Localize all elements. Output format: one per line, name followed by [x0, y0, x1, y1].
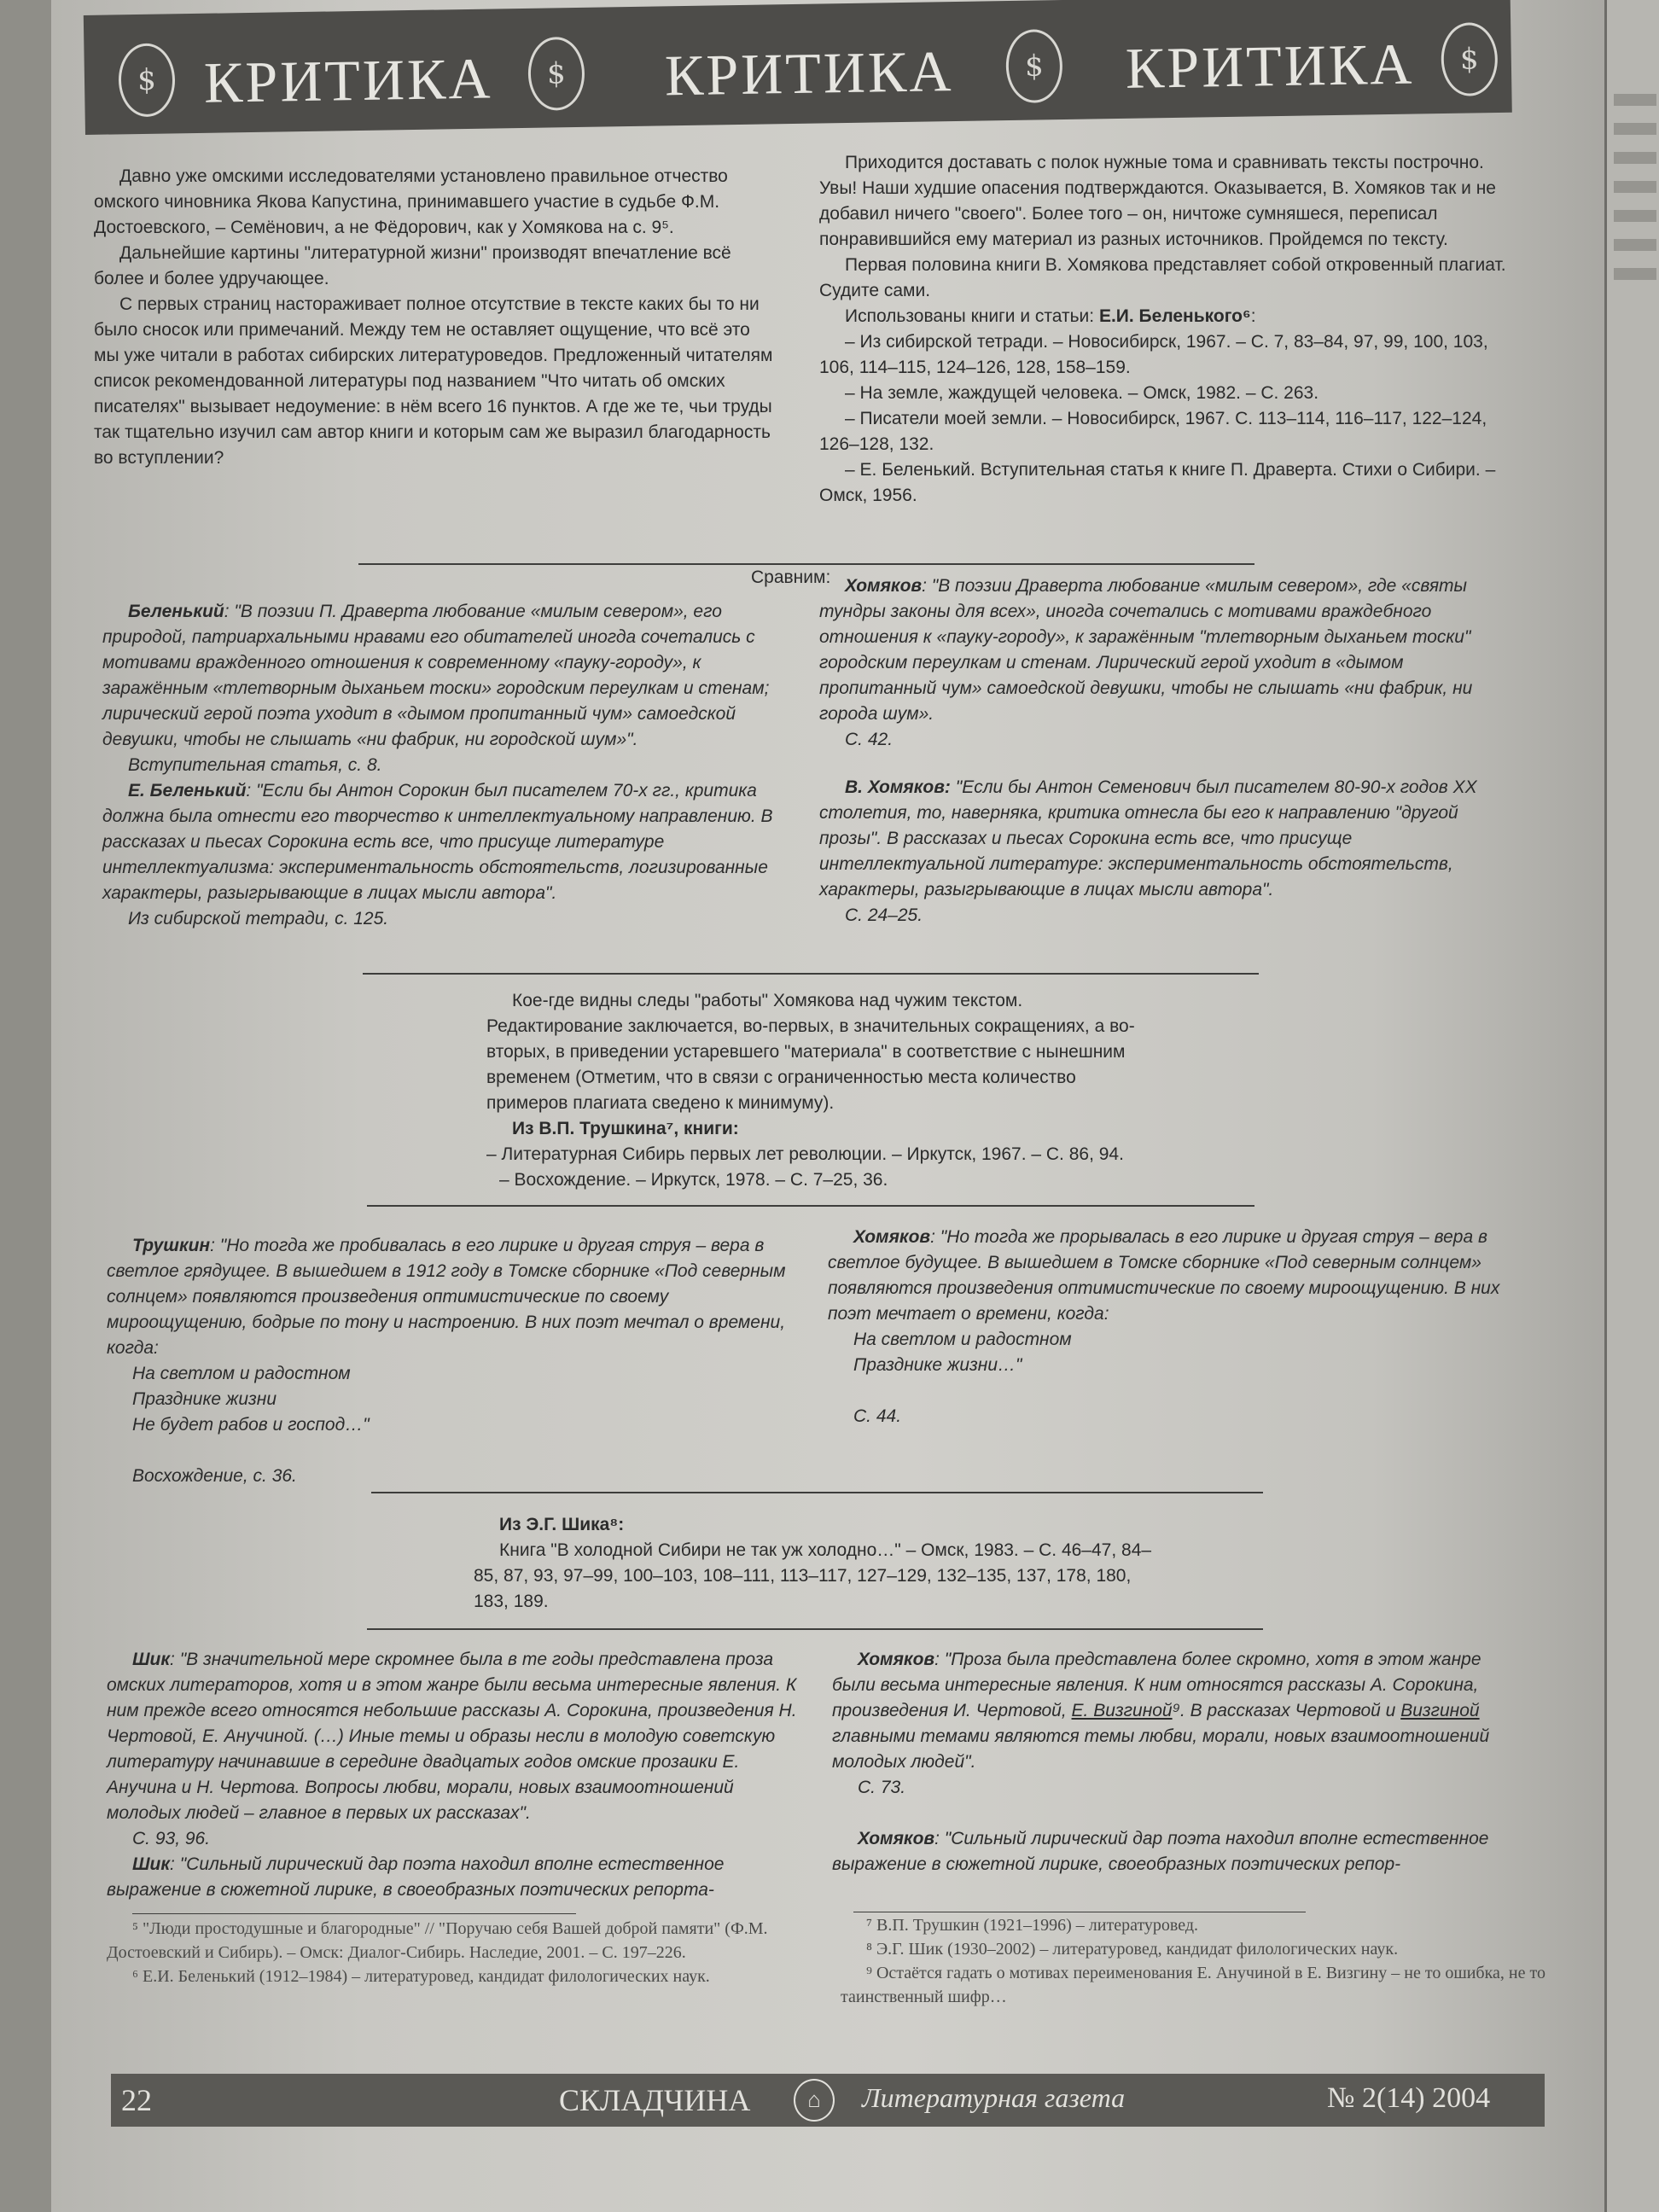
quote-text: : "Но тогда же прорывалась в его лирике и другая струя – вера в светлое будущее. В вышедшем в Томске сборнике «Под северным солнцем» появляются произведения оптимистические по своему мироощущению. В них поэт мечтает о времени, когда: — [828, 1227, 1500, 1324]
quote-text: "Если бы Антон Семенович был писателем 80-90-х годов XX столетия, то, наверняка, критика отнесла бы его к направлению "другой прозы". В рассказах и пьесах Сорокина есть все, что присуще интеллектуальной литературе: экспериментальность обстоятельств, характеры, разыгрывающие в лицах мысли автора". — [819, 777, 1477, 899]
footnote: ⁹ Остаётся гадать о мотивах переименования Е. Анучиной в Е. Визгину – не то ошибка, не то таинственный шифр… — [841, 1964, 1545, 2006]
header-title-2: КРИТИКА — [664, 38, 954, 108]
footnote: ⁷ В.П. Трушкин (1921–1996) – литературовед. — [866, 1916, 1199, 1935]
paragraph: Приходится доставать с полок нужные тома и сравнивать тексты построчно. Увы! Наши худшие опасения подтверждаются. Оказывается, В. Хомяков так и не добавил ничего "своего". Более того – он, ничтоже сумняшеся, переписал понравившийся ему материал из разных источников. Пройдемся по тексту. — [819, 153, 1496, 249]
quote-source: С. 42. — [845, 730, 894, 749]
paragraph: Дальнейшие картины "литературной жизни" производят впечатление всё более и более удручающее. — [94, 243, 731, 288]
quote-author: Хомяков — [858, 1829, 935, 1848]
verse-line: Празднике жизни — [132, 1389, 277, 1409]
header-title-3: КРИТИКА — [1125, 31, 1415, 101]
emblem-icon: $ — [1441, 22, 1498, 96]
quote-text: : "Но тогда же пробивалась в его лирике и другая струя – вера в светлое грядущее. В вышедшем в 1912 году в Томске сборнике «Под северным солнцем» появляются произведения оптимистические по своему мироощущению, бодрые по тону и настроению. В них поэт мечтал о времени, когда: — [107, 1236, 786, 1358]
sources-author: Из Э.Г. Шика⁸ — [499, 1515, 619, 1534]
comparison-left-2 — [107, 1233, 798, 1489]
footnote: ⁵ "Люди простодушные и благородные" // "Поручаю себя Вашей доброй памяти" (Ф.М. Достоевский и Сибирь). – Омск: Диалог-Сибирь. Наследие, 2001. – С. 197–226. — [107, 1919, 768, 1962]
sources-intro-text: Использованы книги и статьи: — [845, 306, 1099, 326]
quote-text: : "В значительной мере скромнее была в те годы представлена проза омских литераторов, хотя и в этом жанре были весьма интересные явления. К ним прежде всего относятся небольшие рассказы А. Сорокина, произведения Н. Чертовой, Е. Анучиной. (…) Иные темы и образы несли в молодую советскую литературу начинавшие в середине двадцатых годов омские прозаики Е. Анучина и Н. Чертова. Вопросы любви, морали, новых взаимоотношений молодых людей – главное в первых их рассказах". — [107, 1650, 797, 1823]
source-item: Книга "В холодной Сибири не так уж холодно…" – Омск, 1983. – С. 46–47, 84–85, 87, 93, 97–99, 100–103, 108–111, 113–117, 127–129, 132–135, 137, 178, 180, 183, 189. — [474, 1540, 1152, 1611]
top-left-column — [94, 164, 777, 471]
sources-author: Е.И. Беленького⁶ — [1098, 306, 1251, 326]
emblem-icon: $ — [118, 43, 175, 117]
compare-label: Сравним: — [751, 568, 831, 587]
quote-source: Восхождение, с. 36. — [132, 1466, 297, 1486]
quote-author: Хомяков — [853, 1227, 931, 1247]
verse — [828, 1327, 1519, 1378]
verse-line: На светлом и радостном — [853, 1330, 1072, 1349]
paragraph: Первая половина книги В. Хомякова представляет собой откровенный плагиат. Судите сами. — [819, 255, 1506, 300]
quote-text: : "Если бы Антон Сорокин был писателем 70-х гг., критика должна была отнести его творчество к интеллектуальному направлению. В рассказах и пьесах Сорокина есть все, что присуще литературе интеллектуализма: экспериментальность обстоятельств, логизированные характеры, разыгрывающие в лицах мысли автора". — [102, 781, 773, 903]
page-footer — [111, 2074, 1545, 2127]
underlined-name: Е. Визгиной — [1071, 1701, 1173, 1720]
quote-author: Беленький — [128, 602, 224, 621]
quote-text: : "В поэзии Драверта любование «милым севером», где «святы тундры законы для всех», иногда сочетались с мотивами враждебного отношения к «пауку-городу», к заражённым "тлетворным дыханьем тоски" городским переулкам и стенам. Лирический герой уходит в «дымом пропитанный чум» самоедской девушки, чтобы не слышать «ни фабрик, ни города шум». — [819, 576, 1473, 724]
comparison-right-2 — [828, 1225, 1519, 1429]
quote-author: Шик — [132, 1650, 171, 1669]
footnotes-left — [107, 1917, 806, 1988]
verse-line: На светлом и радостном — [132, 1364, 351, 1383]
paragraph: Давно уже омскими исследователями установлено правильное отчество омского чиновника Якова Капустина, принимавшего участие в судьбе Ф.М. Достоевского, – Семёнович, а не Фёдорович, как у Хомякова на с. 9⁵. — [94, 166, 728, 237]
quote-author: Хомяков — [858, 1650, 935, 1669]
sources-intro — [819, 304, 1511, 329]
publication-subtitle: Литературная газета — [862, 2082, 1126, 2113]
quote-author: Е. Беленький — [128, 781, 247, 800]
comparison-left-1 — [102, 599, 785, 932]
top-right-column — [819, 150, 1511, 509]
footnote: ⁸ Э.Г. Шик (1930–2002) – литературовед, кандидат филологических наук. — [866, 1940, 1399, 1959]
verse-line: Празднике жизни…" — [853, 1355, 1022, 1375]
next-page-edge — [1604, 0, 1659, 2212]
sources-intro-end: , книги: — [673, 1119, 739, 1138]
source-item: – Из сибирской тетради. – Новосибирск, 1967. – С. 7, 83–84, 97, 99, 100, 103, 106, 114–115, 124–126, 128, 158–159. — [819, 332, 1488, 377]
divider — [367, 1628, 1263, 1630]
quote-text: главными темами являются темы любви, морали, новых взаимоотношений молодых людей". — [832, 1726, 1490, 1772]
header-title-1: КРИТИКА — [203, 45, 494, 115]
source-item: – Е. Беленький. Вступительная статья к книге П. Драверта. Стихи о Сибири. – Омск, 1956. — [819, 460, 1496, 505]
quote-source: С. 93, 96. — [132, 1829, 211, 1848]
divider — [363, 973, 1259, 975]
footnote-divider — [132, 1913, 576, 1914]
sources-intro-end: : — [618, 1515, 625, 1534]
publication-name: СКЛАДЧИНА — [559, 2083, 751, 2117]
source-item: – На земле, жаждущей человека. – Омск, 1982. – С. 263. — [845, 383, 1319, 403]
quote-text: : "В поэзии П. Драверта любование «милым севером», его природой, патриархальными нравами его обитателей иногда сочетались с мотивами вражденного отношения к современному «пауку-городу», к заражённым «тлетворным дыханьем тоски» городским переулкам и стенам; лирический герой поэта уходит в «дымом пропитанный чум» самоедской девушки, чтобы не слышать «ни фабрик, ни городской шум»". — [102, 602, 770, 749]
source-item: – Писатели моей земли. – Новосибирск, 1967. С. 113–114, 116–117, 122–124, 126–128, 132. — [819, 409, 1487, 454]
quote-text: : "Сильный лирический дар поэта находил вполне естественное выражение в сюжетной лирике, своеобразных поэтических репор- — [832, 1829, 1489, 1874]
underlined-name: Визгиной — [1400, 1701, 1480, 1720]
emblem-icon: $ — [1005, 29, 1062, 103]
quote-source: Вступительная статья, с. 8. — [128, 755, 382, 775]
footnote: ⁶ Е.И. Беленький (1912–1984) – литературовед, кандидат филологических наук. — [132, 1967, 710, 1986]
sources-intro-end: : — [1250, 306, 1256, 326]
quote-author: Хомяков — [845, 576, 923, 596]
footnotes-right — [841, 1913, 1549, 2009]
source-item: – Восхождение. – Иркутск, 1978. – С. 7–25, 36. — [499, 1170, 888, 1190]
paragraph: Кое-где видны следы "работы" Хомякова над чужим текстом. Редактирование заключается, во-первых, в значительных сокращениях, а во-вторых, в приведении устаревшего "материала" в соответствие с нынешним временем (Отметим, что в связи с ограниченностью места количество примеров плагиата сведено к минимуму). — [486, 991, 1135, 1113]
issue-number: № 2(14) 2004 — [1327, 2082, 1491, 2114]
quote-source: С. 73. — [858, 1778, 906, 1797]
divider — [367, 1205, 1254, 1207]
middle-note-2 — [474, 1512, 1169, 1615]
comparison-right-3 — [832, 1647, 1523, 1877]
divider — [371, 1492, 1263, 1493]
quote-text: : "Сильный лирический дар поэта находил вполне естественное выражение в сюжетной лирике, в своеобразных поэтических репорта- — [107, 1854, 725, 1900]
verse — [107, 1361, 798, 1438]
paragraph: С первых страниц настораживает полное отсутствие в тексте каких бы то ни было сносок или примечаний. Между тем не оставляет ощущение, что всё это мы уже читали в работах сибирских литературоведов. Предложенный читателям список рекомендованной литературы под названием "Что читать об омских писателях" вызывает недоумение: в нём всего 16 пунктов. А где же те, чьи труды так тщательно изучил сам автор книги и которым сам же выразил благодарность во вступлении? — [94, 294, 773, 468]
quote-source: С. 44. — [853, 1406, 902, 1426]
quote-text: : "Проза была представлена более скромно, хотя в этом жанре были весьма интересные явления. К ним относятся рассказы А. Сорокина, произведения И. Чертовой, — [832, 1650, 1481, 1720]
quote-source: Из сибирской тетради, с. 125. — [128, 909, 389, 928]
quote-author: Трушкин — [132, 1236, 211, 1255]
section-header-banner — [84, 0, 1512, 135]
quote-author: Шик — [132, 1854, 171, 1874]
middle-note-1 — [486, 988, 1161, 1193]
emblem-icon: $ — [527, 37, 585, 111]
quote-source: С. 24–25. — [845, 905, 923, 925]
verse-line: Не будет рабов и господ…" — [132, 1415, 370, 1435]
sources-author: Из В.П. Трушкина⁷ — [512, 1119, 674, 1138]
comparison-right-1 — [819, 573, 1519, 928]
publication-logo-icon: ⌂ — [794, 2079, 835, 2122]
quote-author: В. Хомяков: — [845, 777, 951, 797]
comparison-left-3 — [107, 1647, 802, 1903]
quote-text: ⁹. В рассказах Чертовой и — [1172, 1701, 1401, 1720]
page-number: 22 — [121, 2083, 152, 2117]
source-item: – Литературная Сибирь первых лет революции. – Иркутск, 1967. – С. 86, 94. — [486, 1144, 1124, 1164]
